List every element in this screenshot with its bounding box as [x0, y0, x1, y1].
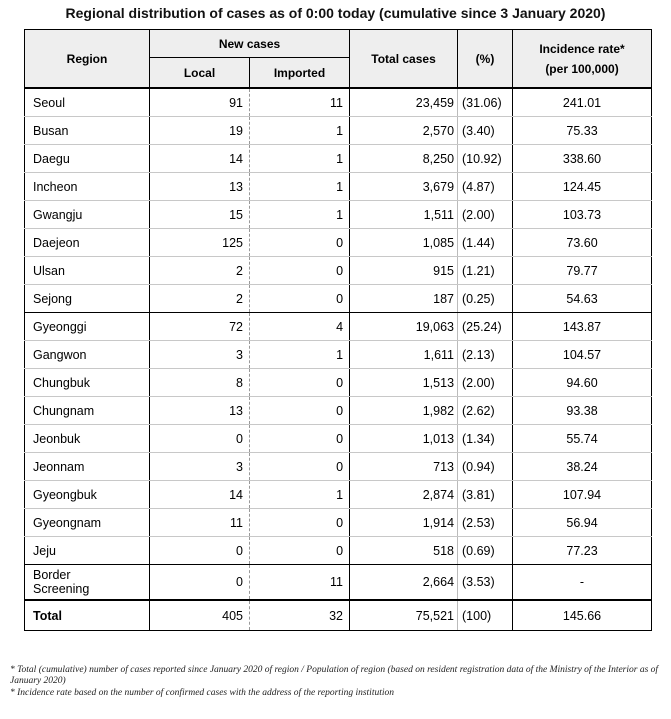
cell-total: 1,511	[350, 201, 458, 229]
table-row	[25, 173, 652, 201]
table-row	[25, 453, 652, 481]
cell-pct: (1.44)	[458, 229, 513, 257]
cell-region: Gyeonggi	[25, 313, 150, 341]
cell-pct: (2.53)	[458, 509, 513, 537]
cell-pct: (3.81)	[458, 481, 513, 509]
cell-total: 2,664	[350, 565, 458, 601]
cell-local: 2	[150, 257, 250, 285]
cell-local: 0	[150, 565, 250, 601]
cell-region: Gyeongnam	[25, 509, 150, 537]
cell-imported: 1	[250, 341, 350, 369]
cell-rate: 338.60	[513, 145, 652, 173]
cell-region: Sejong	[25, 285, 150, 313]
table-row	[25, 313, 652, 341]
border-screening-line2: Screening	[33, 582, 90, 596]
table-row	[25, 341, 652, 369]
cell-region: Incheon	[25, 173, 150, 201]
header-incidence-rate	[513, 30, 652, 89]
cell-region: Jeonbuk	[25, 425, 150, 453]
cell-local: 14	[150, 481, 250, 509]
header-total-cases: Total cases	[350, 30, 458, 89]
cell-pct: (3.53)	[458, 565, 513, 601]
cell-rate: -	[513, 565, 652, 601]
cell-imported: 0	[250, 229, 350, 257]
table-row	[25, 537, 652, 565]
cell-pct: (2.13)	[458, 341, 513, 369]
cell-total: 1,982	[350, 397, 458, 425]
cell-pct: (0.69)	[458, 537, 513, 565]
cell-imported: 1	[250, 481, 350, 509]
cell-local: 0	[150, 537, 250, 565]
header-incidence-rate-line1: Incidence rate*	[539, 41, 625, 56]
cell-local: 13	[150, 397, 250, 425]
total-row	[25, 600, 652, 631]
cell-region: Gangwon	[25, 341, 150, 369]
cell-total: 1,013	[350, 425, 458, 453]
cell-imported: 0	[250, 369, 350, 397]
table-row	[25, 397, 652, 425]
cell-imported: 0	[250, 257, 350, 285]
cell-local: 11	[150, 509, 250, 537]
table-row	[25, 229, 652, 257]
cell-imported: 0	[250, 453, 350, 481]
header-incidence-rate-line2: (per 100,000)	[545, 61, 619, 76]
cell-imported: 11	[250, 565, 350, 601]
total-pct: (100)	[458, 600, 513, 631]
table-row	[25, 257, 652, 285]
cell-rate: 54.63	[513, 285, 652, 313]
cell-region: Gwangju	[25, 201, 150, 229]
cell-total: 1,085	[350, 229, 458, 257]
header-local: Local	[150, 58, 250, 89]
cell-total: 2,570	[350, 117, 458, 145]
cell-rate: 38.24	[513, 453, 652, 481]
cell-imported: 11	[250, 88, 350, 117]
cell-rate: 94.60	[513, 369, 652, 397]
cell-pct: (25.24)	[458, 313, 513, 341]
total-total: 75,521	[350, 600, 458, 631]
cell-rate: 79.77	[513, 257, 652, 285]
cell-local: 19	[150, 117, 250, 145]
table-header	[25, 30, 652, 89]
cell-total: 187	[350, 285, 458, 313]
cell-pct: (2.00)	[458, 201, 513, 229]
cell-region: Ulsan	[25, 257, 150, 285]
table-row	[25, 369, 652, 397]
header-new-cases: New cases	[150, 30, 350, 58]
cell-local: 91	[150, 88, 250, 117]
cell-local: 125	[150, 229, 250, 257]
regional-cases-table	[24, 29, 652, 631]
table-row	[25, 509, 652, 537]
table-row	[25, 481, 652, 509]
header-percent: (%)	[458, 30, 513, 89]
cell-rate: 77.23	[513, 537, 652, 565]
footnote-total: * Total (cumulative) number of cases reported since January 2020 of region / Population of region (based on resident registration data of the Ministry of the Interior as of January 2020)	[10, 665, 659, 686]
cell-region: Daejeon	[25, 229, 150, 257]
cell-local: 14	[150, 145, 250, 173]
cell-region: Gyeongbuk	[25, 481, 150, 509]
cell-total: 19,063	[350, 313, 458, 341]
cell-local: 2	[150, 285, 250, 313]
table-footer	[25, 600, 652, 631]
cell-total: 518	[350, 537, 458, 565]
total-imported: 32	[250, 600, 350, 631]
cell-total: 23,459	[350, 88, 458, 117]
cell-pct: (31.06)	[458, 88, 513, 117]
cell-rate: 56.94	[513, 509, 652, 537]
table-row	[25, 425, 652, 453]
cell-total: 8,250	[350, 145, 458, 173]
cell-local: 72	[150, 313, 250, 341]
cell-pct: (2.62)	[458, 397, 513, 425]
cell-local: 3	[150, 453, 250, 481]
cell-local: 13	[150, 173, 250, 201]
border-screening-row	[25, 565, 652, 601]
cell-region: Chungbuk	[25, 369, 150, 397]
cell-pct: (0.25)	[458, 285, 513, 313]
cell-pct: (10.92)	[458, 145, 513, 173]
cell-pct: (1.34)	[458, 425, 513, 453]
cell-imported: 0	[250, 397, 350, 425]
regional-cases-table-container	[24, 29, 651, 631]
cell-region: Daegu	[25, 145, 150, 173]
cell-total: 1,611	[350, 341, 458, 369]
cell-imported: 0	[250, 537, 350, 565]
cell-imported: 0	[250, 425, 350, 453]
cell-total: 713	[350, 453, 458, 481]
table-row	[25, 117, 652, 145]
footnote-incidence: * Incidence rate based on the number of confirmed cases with the address of the reporting institution	[10, 688, 394, 698]
table-body	[25, 88, 652, 600]
cell-imported: 0	[250, 509, 350, 537]
cell-rate: 75.33	[513, 117, 652, 145]
cell-imported: 4	[250, 313, 350, 341]
cell-rate: 107.94	[513, 481, 652, 509]
table-row	[25, 88, 652, 117]
cell-total: 1,914	[350, 509, 458, 537]
footnotes	[10, 665, 660, 700]
cell-rate: 93.38	[513, 397, 652, 425]
cell-pct: (4.87)	[458, 173, 513, 201]
cell-imported: 1	[250, 117, 350, 145]
cell-total: 3,679	[350, 173, 458, 201]
cell-rate: 103.73	[513, 201, 652, 229]
cell-pct: (3.40)	[458, 117, 513, 145]
table-row	[25, 285, 652, 313]
cell-total: 2,874	[350, 481, 458, 509]
cell-rate: 241.01	[513, 88, 652, 117]
cell-region: Seoul	[25, 88, 150, 117]
cell-region: Jeonnam	[25, 453, 150, 481]
cell-imported: 0	[250, 285, 350, 313]
border-screening-line1: Border	[33, 568, 71, 582]
cell-imported: 1	[250, 145, 350, 173]
cell-rate: 124.45	[513, 173, 652, 201]
cell-rate: 143.87	[513, 313, 652, 341]
cell-imported: 1	[250, 173, 350, 201]
cell-local: 15	[150, 201, 250, 229]
cell-rate: 104.57	[513, 341, 652, 369]
cell-pct: (0.94)	[458, 453, 513, 481]
cell-total: 1,513	[350, 369, 458, 397]
cell-total: 915	[350, 257, 458, 285]
header-region: Region	[25, 30, 150, 89]
total-rate: 145.66	[513, 600, 652, 631]
cell-rate: 73.60	[513, 229, 652, 257]
cell-pct: (2.00)	[458, 369, 513, 397]
cell-region	[25, 565, 150, 601]
total-local: 405	[150, 600, 250, 631]
cell-region: Jeju	[25, 537, 150, 565]
page-title: Regional distribution of cases as of 0:00 today (cumulative since 3 January 2020)	[65, 5, 606, 21]
cell-region: Chungnam	[25, 397, 150, 425]
table-row	[25, 145, 652, 173]
cell-local: 3	[150, 341, 250, 369]
cell-rate: 55.74	[513, 425, 652, 453]
total-region: Total	[25, 600, 150, 631]
table-row	[25, 201, 652, 229]
cell-imported: 1	[250, 201, 350, 229]
header-imported: Imported	[250, 58, 350, 89]
cell-local: 0	[150, 425, 250, 453]
cell-pct: (1.21)	[458, 257, 513, 285]
cell-local: 8	[150, 369, 250, 397]
cell-region: Busan	[25, 117, 150, 145]
